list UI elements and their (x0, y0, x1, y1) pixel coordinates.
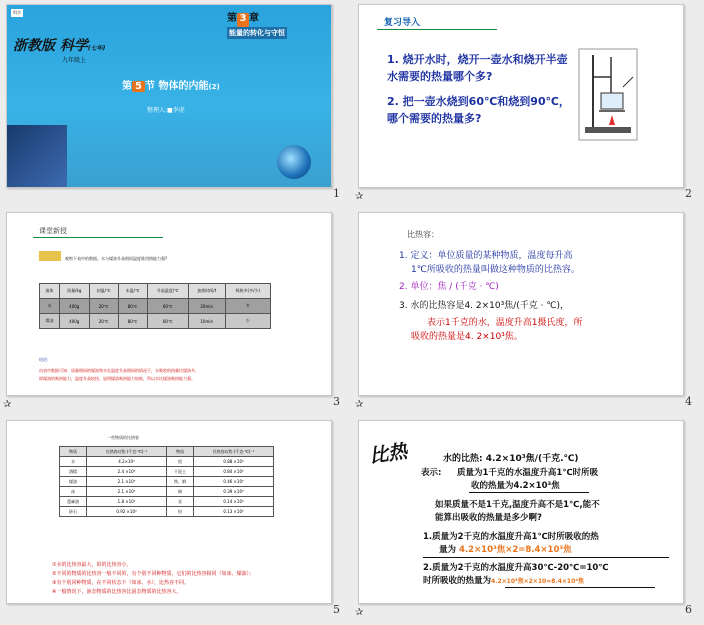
table-cell: 酒精 (60, 467, 87, 477)
grade-label: 九年级上 (62, 57, 87, 64)
table-row (60, 497, 274, 507)
specific-heat-table (59, 446, 274, 517)
table-cell: 质量/kg (60, 284, 90, 299)
table-cell: 汞 (166, 497, 193, 507)
table-cell: 80℃ (118, 299, 147, 314)
table-cell: 20℃ (89, 314, 118, 329)
problem-1-answer: 4.2×10³焦×2=8.4×10³焦 (458, 545, 572, 555)
table-cell: 物质 (60, 447, 87, 457)
table-cell: 20℃ (89, 299, 118, 314)
underline (505, 587, 655, 588)
table-cell: 0.13 ×10³ (193, 507, 273, 517)
problem-2-line-2: 时所吸收的热量为4.2×10³焦×2×10=8.4×10⁴焦 (423, 576, 584, 586)
table-row (60, 477, 274, 487)
table-row (60, 457, 274, 467)
table-cell: 蓖麻油 (60, 497, 87, 507)
table-cell: 干泥土 (166, 467, 193, 477)
slide-number: 3 (333, 395, 340, 408)
chapter-box (217, 7, 327, 45)
table-row (60, 487, 274, 497)
conclusion-text-1: 由表中数据可知：质量相同的煤油和水在温度升高相同的情况下，水吸收的热量比煤油多。 (39, 368, 199, 373)
definition-line-1: 1. 定义：单位质量的某种物质，温度每升高 (399, 251, 573, 261)
heating-apparatus-image (577, 47, 639, 142)
problem-1-line-2: 量为 4.2×10³焦×2=8.4×10³焦 (439, 545, 572, 555)
table-cell: 400g (60, 299, 90, 314)
star-icon: ✰ (355, 399, 364, 410)
table-cell: 铅 (166, 507, 193, 517)
star-icon: ✰ (3, 399, 12, 410)
question-line-2: 能算出吸收的热量是多少啊? (435, 513, 542, 523)
table-cell: 加热时间/t (188, 284, 225, 299)
slide-thumbnail-4[interactable] (352, 208, 704, 416)
star-icon: ✰ (355, 607, 364, 618)
table-header (40, 284, 271, 299)
table-cell: 少 (225, 314, 270, 329)
slide-thumbnail-1[interactable] (0, 0, 352, 208)
slide-4[interactable] (358, 212, 684, 396)
table-cell: 铝 (166, 457, 193, 467)
table-row (60, 467, 274, 477)
meaning-line-1: 质量为1千克的水温度升高1℃时所吸 (457, 468, 599, 478)
slide-5[interactable] (6, 420, 332, 604)
slide-thumbnail-3[interactable] (0, 208, 352, 416)
finding-2: ②不同的物质的比热容一般不同的，有个别不同种物质，它们的比热容相同（如冰、煤油）； (52, 571, 254, 577)
table-cell: 物质 (166, 447, 193, 457)
table-cell: 水 (40, 299, 60, 314)
conclusion-text-2: 即煤油的吸热能力，温度升高较快，说明煤油吸热能力较低，所以水比煤油吸热能力强。 (39, 376, 195, 381)
meaning-line-2: 吸收的热量是4. 2×10³焦。 (411, 332, 523, 342)
experiment-table (39, 283, 271, 329)
table-cell: 0.39 ×10³ (193, 487, 273, 497)
table-cell: 比热容c/焦·(千克·℃)⁻¹ (193, 447, 273, 457)
table-cell: 多 (225, 299, 270, 314)
table-cell: 0.92 ×10³ (87, 507, 167, 517)
topic-label: 比热容： (407, 230, 439, 239)
table-cell: 升高温度/℃ (147, 284, 188, 299)
table-cell: 60℃ (147, 314, 188, 329)
question-line-1: 如果质量不是1千克,温度升高不是1℃,能不 (435, 500, 600, 510)
table-title: 一些物质的比热容 (107, 435, 139, 440)
table-cell: 末温/℃ (118, 284, 147, 299)
table-cell: 0.14 ×10³ (193, 497, 273, 507)
table-cell: 1.8 ×10³ (87, 497, 167, 507)
table-cell: 400g (60, 314, 90, 329)
heading-divider (377, 29, 497, 30)
underline (423, 557, 669, 558)
earth-image (277, 145, 311, 179)
problem-2-line-1: 2.质量为2千克的水温度升高30℃-20℃=10℃ (423, 563, 609, 573)
slide-thumbnail-5[interactable] (0, 416, 352, 624)
table-cell: 铜 (166, 487, 193, 497)
slide-thumbnail-6[interactable] (352, 416, 704, 624)
table-cell: 煤油 (60, 477, 87, 487)
table-cell: 吸热多(多/少) (225, 284, 270, 299)
table-cell: 0.84 ×10³ (193, 467, 273, 477)
meaning-line-1: 表示1千克的水，温度升高1摄氏度，所 (427, 318, 583, 328)
meaning-line-2: 收的热量为4.2×10³焦 (471, 481, 560, 491)
table-cell: 2.1 ×10³ (87, 487, 167, 497)
conclusion-label: 结论: (39, 357, 49, 362)
slide-6[interactable] (358, 420, 684, 604)
water-specific-heat: 水的比热: 4.2×10³焦/(千克.℃) (443, 454, 579, 464)
problem-1-line-1: 1.质量为2千克的水温度升高1℃时所吸收的热 (423, 532, 599, 542)
publisher-logo: 科学 (13, 10, 21, 15)
slide-number: 2 (685, 187, 692, 200)
table-cell: 砂石 (60, 507, 87, 517)
table-cell: 2.4 ×10³ (87, 467, 167, 477)
table-cell: 20min (188, 299, 225, 314)
table-cell: 铁、钢 (166, 477, 193, 487)
solar-panel-image (7, 125, 67, 187)
slide-1[interactable] (6, 4, 332, 188)
slide-number: 5 (333, 603, 340, 616)
table-cell: 10min (188, 314, 225, 329)
section-heading: 复习导入 (384, 18, 421, 28)
star-icon: ✰ (355, 191, 364, 202)
slide-thumbnail-2[interactable] (352, 0, 704, 208)
chapter-title: 第 3 章 (227, 9, 259, 27)
finding-1: ①水的比热容最大，铅的比热容小。 (52, 562, 132, 568)
table-cell: 液体 (40, 284, 60, 299)
table-cell: 0.88 ×10³ (193, 457, 273, 467)
table-cell: 4.2×10³ (87, 457, 167, 467)
question-1: 1. 烧开水时，烧开一壶水和烧开半壶水需要的热量哪个多? (387, 53, 568, 83)
slide-number: 1 (333, 187, 340, 200)
table-cell: 初温/℃ (89, 284, 118, 299)
finding-3: ③有个别同种物质，在不同状态下（如冰、水），比热容不同。 (52, 580, 189, 586)
table-row (40, 299, 271, 314)
problem-2-answer: 4.2×10³焦×2×10=8.4×10⁴焦 (491, 578, 584, 585)
table-row (60, 507, 274, 517)
table-header (60, 447, 274, 457)
table-cell: 冰 (60, 487, 87, 497)
unit-line: 2. 单位：焦 / (千克 · ℃) (399, 282, 499, 292)
meaning-label: 表示: (421, 468, 442, 478)
heading-divider (33, 237, 163, 238)
definition-line-2: 1℃所吸收的热量叫做这种物质的比热容。 (411, 265, 580, 275)
section-title: 第 5 节 物体的内能(2) (122, 81, 220, 92)
table-cell: 0.46 ×10³ (193, 477, 273, 487)
slide-number: 4 (685, 395, 692, 408)
water-heat-line: 3. 水的比热容是4. 2×10³焦/(千克 · ℃)， (399, 301, 569, 311)
question-text: 观察下表中的数据。水与煤油升高相同温度谁用热能力强? (65, 256, 168, 261)
question-2: 2. 把一壶水烧到60℃和烧到90℃，哪个需要的热量多? (387, 95, 570, 125)
table-cell: 80℃ (118, 314, 147, 329)
author-label: 整理人:■李虎 (147, 107, 185, 114)
table-row (40, 314, 271, 329)
underline (469, 492, 589, 493)
table-cell: 煤油 (40, 314, 60, 329)
chapter-subtitle: 能量的转化与守恒 (229, 29, 285, 37)
slide-3[interactable] (6, 212, 332, 396)
finding-4: ④一般情况下，液态物质的比热容比固态物质的比热容大。 (52, 589, 182, 595)
table-cell: 水 (60, 457, 87, 467)
slide-2[interactable] (358, 4, 684, 188)
table-cell: 60℃ (147, 299, 188, 314)
table-cell: 2.1 ×10³ (87, 477, 167, 487)
table-cell: 比热容c/焦·(千克·℃)⁻¹ (87, 447, 167, 457)
book-title: 浙教版 科学(七年) (13, 38, 106, 54)
think-badge-icon (39, 251, 61, 261)
specific-heat-heading: 比热 (367, 440, 409, 468)
section-heading: 课堂新授 (39, 227, 67, 235)
slide-number: 6 (685, 603, 692, 616)
